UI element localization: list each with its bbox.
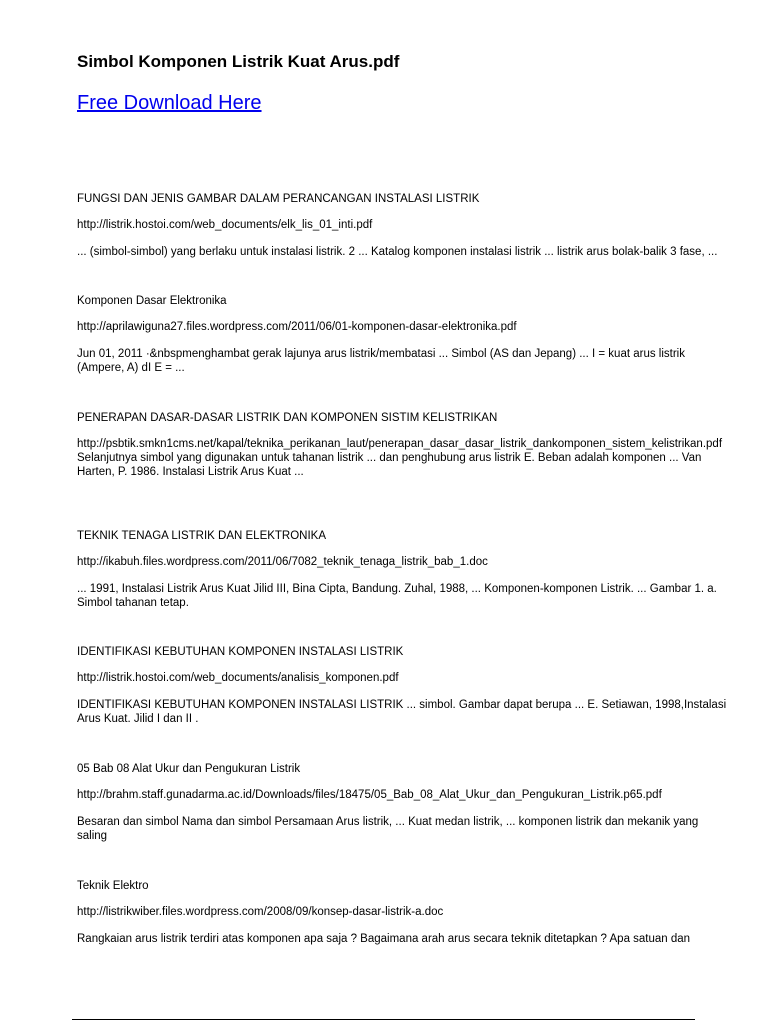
- result-url: http://ikabuh.files.wordpress.com/2011/06/7082_teknik_tenaga_listrik_bab_1.doc: [77, 556, 488, 568]
- result-title: FUNGSI DAN JENIS GAMBAR DALAM PERANCANGAN INSTALASI LISTRIK: [77, 193, 480, 205]
- result-snippet: Jun 01, 2011 ·&nbspmenghambat gerak lajunya arus listrik/membatasi ... Simbol (AS dan Jepang) ... I = kuat arus listrik (Ampere, A) dI E = ...: [77, 348, 685, 374]
- result-title: Komponen Dasar Elektronika: [77, 295, 227, 307]
- result-entry: [77, 879, 727, 946]
- result-snippet: Selanjutnya simbol yang digunakan untuk tahanan listrik ... dan penghubung arus listrik E. Beban adalah komponen ... Van Harten, P. 1986. Instalasi Listrik Arus Kuat ...: [77, 452, 702, 478]
- free-download-link[interactable]: Free Download Here: [77, 92, 262, 114]
- result-url: http://listrikwiber.files.wordpress.com/2008/09/konsep-dasar-listrik-a.doc: [77, 906, 444, 918]
- result-url: http://listrik.hostoi.com/web_documents/analisis_komponen.pdf: [77, 672, 399, 684]
- result-title: Teknik Elektro: [77, 880, 149, 892]
- document-title: Simbol Komponen Listrik Kuat Arus.pdf: [77, 52, 400, 71]
- result-snippet: IDENTIFIKASI KEBUTUHAN KOMPONEN INSTALASI LISTRIK ... simbol. Gambar dapat berupa ... E. Setiawan, 1998,Instalasi Arus Kuat. Jilid I dan II .: [77, 699, 727, 725]
- result-url: http://aprilawiguna27.files.wordpress.com/2011/06/01-komponen-dasar-elektronika.pdf: [77, 321, 517, 333]
- result-entry: [77, 411, 727, 479]
- result-title: IDENTIFIKASI KEBUTUHAN KOMPONEN INSTALASI LISTRIK: [77, 646, 404, 658]
- result-snippet: ... (simbol-simbol) yang berlaku untuk instalasi listrik. 2 ... Katalog komponen instalasi listrik ... listrik arus bolak-balik 3 fase, ...: [77, 246, 718, 258]
- result-url: http://listrik.hostoi.com/web_documents/elk_lis_01_inti.pdf: [77, 219, 373, 231]
- result-entry: [77, 645, 727, 726]
- result-title: TEKNIK TENAGA LISTRIK DAN ELEKTRONIKA: [77, 530, 327, 542]
- result-snippet: Rangkaian arus listrik terdiri atas komponen apa saja ? Bagaimana arah arus secara teknik ditetapkan ? Apa satuan dan: [77, 933, 691, 945]
- result-snippet: ... 1991, Instalasi Listrik Arus Kuat Jilid III, Bina Cipta, Bandung. Zuhal, 1988, ... Komponen-komponen Listrik. ... Gambar 1. a. Simbol tahanan tetap.: [77, 583, 717, 609]
- result-entry: [77, 529, 727, 610]
- footer-divider: [72, 1019, 695, 1020]
- result-entry: [77, 192, 727, 259]
- result-entry: [77, 762, 727, 843]
- result-title: 05 Bab 08 Alat Ukur dan Pengukuran Listrik: [77, 763, 301, 775]
- result-entry: [77, 294, 727, 375]
- result-snippet: Besaran dan simbol Nama dan simbol Persamaan Arus listrik, ... Kuat medan listrik, ... komponen listrik dan mekanik yang saling: [77, 816, 699, 842]
- result-title: PENERAPAN DASAR-DASAR LISTRIK DAN KOMPONEN SISTIM KELISTRIKAN: [77, 412, 498, 424]
- result-url: http://brahm.staff.gunadarma.ac.id/Downloads/files/18475/05_Bab_08_Alat_Ukur_dan_Pengukuran_Listrik.p65.pdf: [77, 789, 662, 801]
- result-url: http://psbtik.smkn1cms.net/kapal/teknika_perikanan_laut/penerapan_dasar_dasar_listrik_dankomponen_sistem_kelistrikan.pdf: [77, 438, 723, 450]
